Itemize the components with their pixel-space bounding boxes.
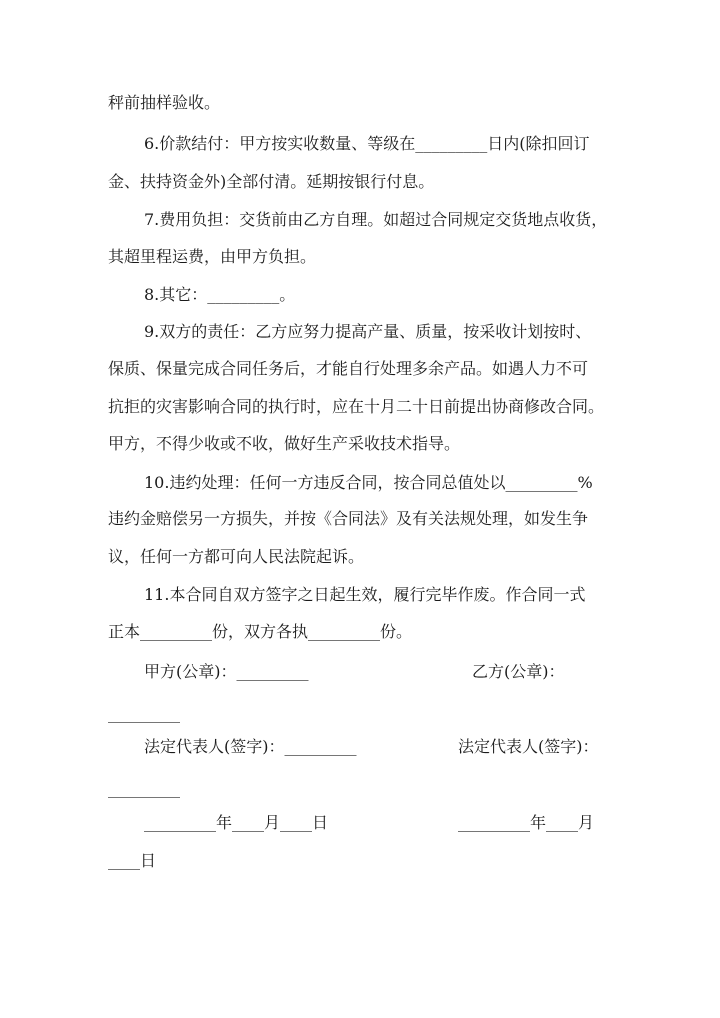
party-b-date: _________年____月 (458, 813, 595, 832)
party-a-representative: 法定代表人(签字)：_________ (144, 737, 357, 756)
clause-10-line-2: 违约金赔偿另一方损失，并按《合同法》及有关法规处理，如发生争 (108, 509, 589, 528)
clause-7-line-1: 7.费用负担：交货前由乙方自理。如超过合同规定交货地点收货， (144, 210, 608, 229)
clause-9-line-3: 抗拒的灾害影响合同的执行时，应在十月二十日前提出协商修改合同。 (108, 397, 605, 416)
clause-10-line-1: 10.违约处理：任何一方违反合同，按合同总值处以_________% (144, 473, 593, 492)
party-a-date: _________年____月____日 (144, 813, 329, 832)
text-line-1: 秤前抽样验收。 (108, 93, 221, 112)
party-b-date-tail: ____日 (108, 851, 157, 870)
clause-6-line-2: 金、扶持资金外)全部付清。延期按银行付息。 (108, 172, 435, 191)
clause-11-line-1: 11.本合同自双方签字之日起生效，履行完毕作废。作合同一式 (144, 585, 586, 604)
clause-9-line-1: 9.双方的责任：乙方应努力提高产量、质量，按采收计划按时、 (144, 322, 592, 341)
clause-8-line-1: 8.其它：_________。 (144, 285, 296, 304)
party-b-seal-blank: _________ (108, 704, 180, 723)
clause-10-line-3: 议，任何一方都可向人民法院起诉。 (108, 547, 365, 566)
clause-11-line-2: 正本_________份，双方各执_________份。 (108, 622, 413, 641)
party-b-representative-blank: _________ (108, 779, 180, 798)
clause-7-line-2: 其超里程运费，由甲方负担。 (108, 247, 317, 266)
party-a-seal: 甲方(公章)：_________ (144, 662, 309, 681)
clause-9-line-2: 保质、保量完成合同任务后，才能自行处理多余产品。如遇人力不可 (108, 359, 589, 378)
clause-9-line-4: 甲方，不得少收或不收，做好生产采收技术指导。 (108, 434, 461, 453)
party-b-representative: 法定代表人(签字)： (458, 737, 599, 756)
clause-6-line-1: 6.价款结付：甲方按实收数量、等级在_________日内(除扣回订 (144, 134, 590, 153)
party-b-seal: 乙方(公章)： (472, 662, 565, 681)
